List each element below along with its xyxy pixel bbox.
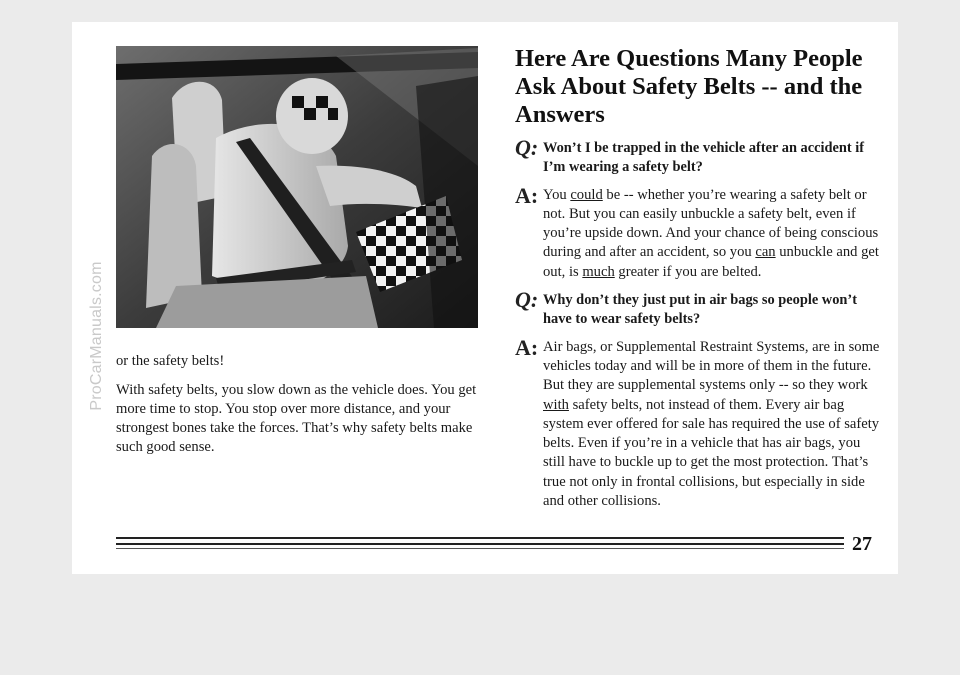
answer-1-part: greater if you are belted. <box>614 263 762 280</box>
answer-1-part: be -- whether you’re wearing a safety belt or not. But you can easily unbuckle a safety belt, even if you’re upside down. And your chance of being conscious during and after an accident, so you <box>543 186 879 261</box>
paragraph-continuation: or the safety belts! <box>116 353 225 369</box>
footer-rule <box>116 537 844 539</box>
footer-rules <box>116 537 844 551</box>
question-marker: Q: <box>515 135 539 160</box>
answer-2-part: safety belts, not instead of them. Every air bag system ever offered for sale has required the use of safety belts. Even if you’re in a vehicle that has air bags, you still have to buckle up to get the most protection. That’s true not only in frontal collisions, but especially in side and other collisions. <box>543 396 880 510</box>
question-2 <box>515 287 885 330</box>
answer-2-text <box>543 338 885 512</box>
underlined-with: with <box>543 396 569 413</box>
crash-test-photo <box>116 46 478 328</box>
watermark-text: ProCarManuals.com <box>88 261 105 411</box>
answer-marker: A: <box>515 334 539 360</box>
page-number: 27 <box>852 533 872 555</box>
footer-rule <box>116 548 844 549</box>
answer-2 <box>515 334 885 512</box>
left-column-text <box>116 352 496 467</box>
paragraph-safety-belts: With safety belts, you slow down as the vehicle does. You get more time to stop. You stop over more distance, and your strongest bones take the forces. That’s why safety belts make such good sense. <box>116 382 477 455</box>
section-heading: Here Are Questions Many People Ask About Safety Belts -- and the Answers <box>515 45 863 128</box>
question-1 <box>515 135 885 178</box>
answer-1-part: unbuckle and get out, is <box>543 244 879 280</box>
answer-1-text <box>543 186 885 282</box>
question-1-text: Won’t I be trapped in the vehicle after an accident if I’m wearing a safety belt? <box>543 140 865 176</box>
answer-1 <box>515 182 885 282</box>
qa-section <box>515 45 885 519</box>
answer-2-part: Air bags, or Supplemental Restraint Systems, are in some vehicles today and will be in more of them in the future. But they are supplemental systems only -- so they work <box>543 338 880 394</box>
answer-1-part: You <box>543 186 571 203</box>
underlined-can: can <box>755 244 776 261</box>
question-marker: Q: <box>515 287 539 313</box>
answer-marker: A: <box>515 182 539 208</box>
underlined-much: much <box>582 263 615 280</box>
footer-rule <box>116 543 844 545</box>
question-2-text: Why don’t they just put in air bags so people won’t have to wear safety belts? <box>543 292 857 328</box>
underlined-could: could <box>570 186 603 203</box>
